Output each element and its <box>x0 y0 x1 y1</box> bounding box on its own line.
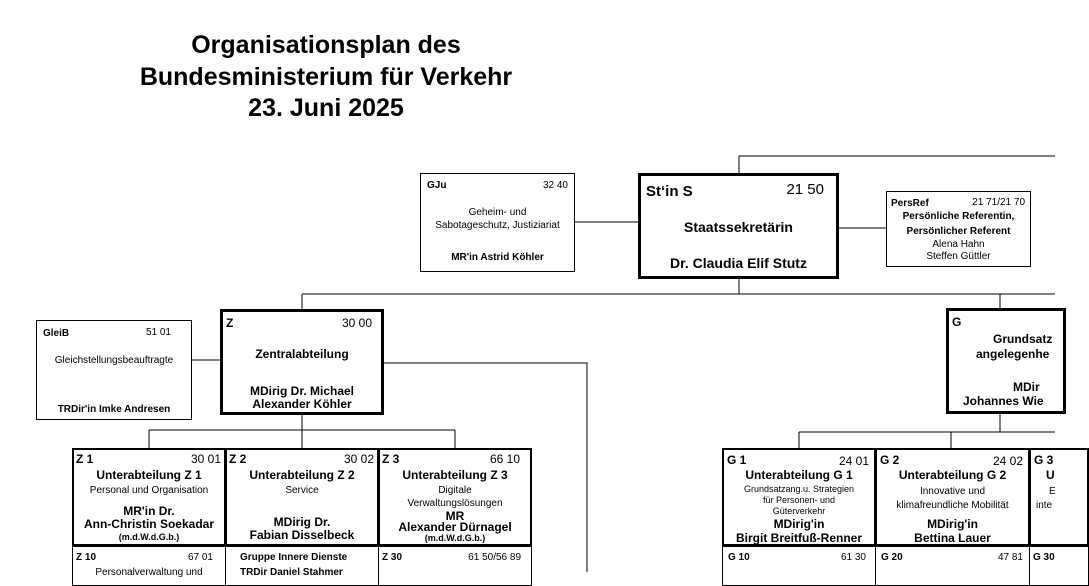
z1-phone: 30 01 <box>190 452 221 466</box>
z3-person-2: Alexander Dürnagel <box>398 520 512 534</box>
g3-desc-2: inte <box>1036 500 1053 511</box>
z3-desc-1: Digitale <box>438 485 472 496</box>
g3-box[interactable] <box>1029 448 1089 546</box>
z10-phone: 67 01 <box>187 552 213 563</box>
z3-code: Z 3 <box>382 452 400 466</box>
g2-person-1: MDirig'in <box>927 517 978 531</box>
gleib-box[interactable] <box>36 320 192 420</box>
g3-desc-1: E <box>1049 486 1056 497</box>
z2-name: Unterabteilung Z 2 <box>249 468 355 482</box>
g2-desc-1: Innovative und <box>919 486 986 497</box>
g2-box[interactable] <box>875 448 1030 546</box>
z3-note: (m.d.W.d.G.b.) <box>424 533 486 543</box>
g2-person-2: Bettina Lauer <box>914 531 991 545</box>
z2-phone: 30 02 <box>343 452 374 466</box>
g-name-2: angelegenhe <box>976 347 1050 361</box>
g2-name: Unterabteilung G 2 <box>898 468 1007 482</box>
z-person-1: MDirig Dr. Michael <box>249 384 355 398</box>
g2-code: G 2 <box>880 453 900 467</box>
g1-name: Unterabteilung G 1 <box>745 468 853 482</box>
g20-phone: 47 81 <box>997 552 1023 563</box>
g3-name: U <box>1046 468 1055 482</box>
g10-box[interactable] <box>722 546 876 586</box>
g30-code: G 30 <box>1033 552 1055 563</box>
sts-name: Staatssekretärin <box>684 219 793 235</box>
z-box[interactable] <box>220 309 384 415</box>
gleib-code: GleiB <box>43 328 70 339</box>
g10-code: G 10 <box>728 552 750 563</box>
persref-person-1: Alena Hahn <box>932 239 985 250</box>
g30-box[interactable] <box>1029 546 1089 586</box>
gju-desc-1: Geheim- und <box>468 207 527 218</box>
g1-box[interactable] <box>722 448 876 546</box>
sts-box[interactable] <box>638 173 839 279</box>
z1-box[interactable] <box>72 448 226 546</box>
gju-box[interactable] <box>420 173 575 272</box>
z-phone: 30 00 <box>341 316 372 330</box>
g1-person-2: Birgit Breitfuß-Renner <box>736 531 862 545</box>
persref-line-2: Persönlicher Referent <box>906 226 1011 237</box>
sts-person: Dr. Claudia Elif Stutz <box>670 255 807 271</box>
z3-box[interactable] <box>378 448 532 546</box>
g-box[interactable] <box>946 308 1066 414</box>
gju-desc-2: Sabotageschutz, Justiziariat <box>435 220 560 231</box>
persref-box[interactable] <box>886 191 1031 267</box>
g10-phone: 61 30 <box>840 552 866 563</box>
g2-phone: 24 02 <box>992 454 1023 468</box>
persref-phone: 21 71/21 70 <box>972 197 1025 208</box>
z3-name: Unterabteilung Z 3 <box>402 468 508 482</box>
z1-code: Z 1 <box>76 452 94 466</box>
zgid-desc: TRDir Daniel Stahmer <box>240 567 343 578</box>
z1-person-1: MR'in Dr. <box>123 504 175 518</box>
title-line-1: Organisationsplan des <box>191 31 461 59</box>
persref-line-1: Persönliche Referentin, <box>902 211 1015 222</box>
gju-phone: 32 40 <box>542 180 568 191</box>
g1-desc-1: Grundsatzang.u. Strategien <box>743 484 855 494</box>
persref-code: PersRef <box>891 198 929 209</box>
page-title <box>100 30 552 125</box>
z10-desc: Personalverwaltung und <box>95 567 203 578</box>
sts-code: St‘in S <box>646 183 693 200</box>
persref-person-2: Steffen Güttler <box>926 251 991 262</box>
z1-desc: Personal und Organisation <box>89 485 209 496</box>
gju-person: MR'in Astrid Köhler <box>451 252 544 263</box>
z-code: Z <box>226 316 234 330</box>
z30-box[interactable] <box>378 546 532 586</box>
z10-code: Z 10 <box>76 552 97 563</box>
z3-person-1: MR <box>445 509 465 523</box>
g3-code: G 3 <box>1034 453 1054 467</box>
g1-desc-2: für Personen- und <box>762 495 836 505</box>
title-line-3: 23. Juni 2025 <box>248 94 404 122</box>
sts-phone: 21 50 <box>786 181 824 198</box>
gleib-person: TRDir'in Imke Andresen <box>57 404 171 415</box>
z2-box[interactable] <box>225 448 379 546</box>
g1-person-1: MDirig'in <box>773 517 825 531</box>
z-name: Zentralabteilung <box>255 347 349 361</box>
title-line-2: Bundesministerium für Verkehr <box>139 62 513 91</box>
g1-phone: 24 01 <box>838 454 869 468</box>
z2-code: Z 2 <box>229 452 247 466</box>
z10-box[interactable] <box>72 546 226 586</box>
z1-name: Unterabteilung Z 1 <box>96 468 202 482</box>
gleib-desc: Gleichstellungsbeauftragte <box>54 355 174 366</box>
z3-phone: 66 10 <box>489 452 520 466</box>
z2-desc: Service <box>285 485 319 496</box>
gju-code: GJu <box>427 180 447 191</box>
g20-box[interactable] <box>875 546 1030 586</box>
zgid-box[interactable] <box>225 546 379 586</box>
g20-code: G 20 <box>881 552 903 563</box>
g-person-2: Johannes Wie <box>963 394 1044 408</box>
g-person-1: MDir <box>1013 380 1040 394</box>
zgid-title: Gruppe Innere Dienste <box>240 552 348 563</box>
gleib-phone: 51 01 <box>145 327 171 338</box>
g-code: G <box>952 315 962 329</box>
g1-code: G 1 <box>727 453 747 467</box>
z2-person-1: MDirig Dr. <box>273 515 331 529</box>
z1-note: (m.d.W.d.G.b.) <box>118 532 180 542</box>
z3-desc-2: Verwaltungslösungen <box>407 498 503 509</box>
z30-code: Z 30 <box>382 552 403 563</box>
z2-person-2: Fabian Disselbeck <box>249 528 355 542</box>
z-person-2: Alexander Köhler <box>252 397 352 411</box>
g-name-1: Grundsatz <box>993 332 1053 346</box>
z1-person-2: Ann-Christin Soekadar <box>83 517 215 531</box>
g2-desc-2: klimafreundliche Mobilität <box>896 500 1009 511</box>
g1-desc-3: Güterverkehr <box>772 506 826 516</box>
z30-phone: 61 50/56 89 <box>468 552 521 563</box>
